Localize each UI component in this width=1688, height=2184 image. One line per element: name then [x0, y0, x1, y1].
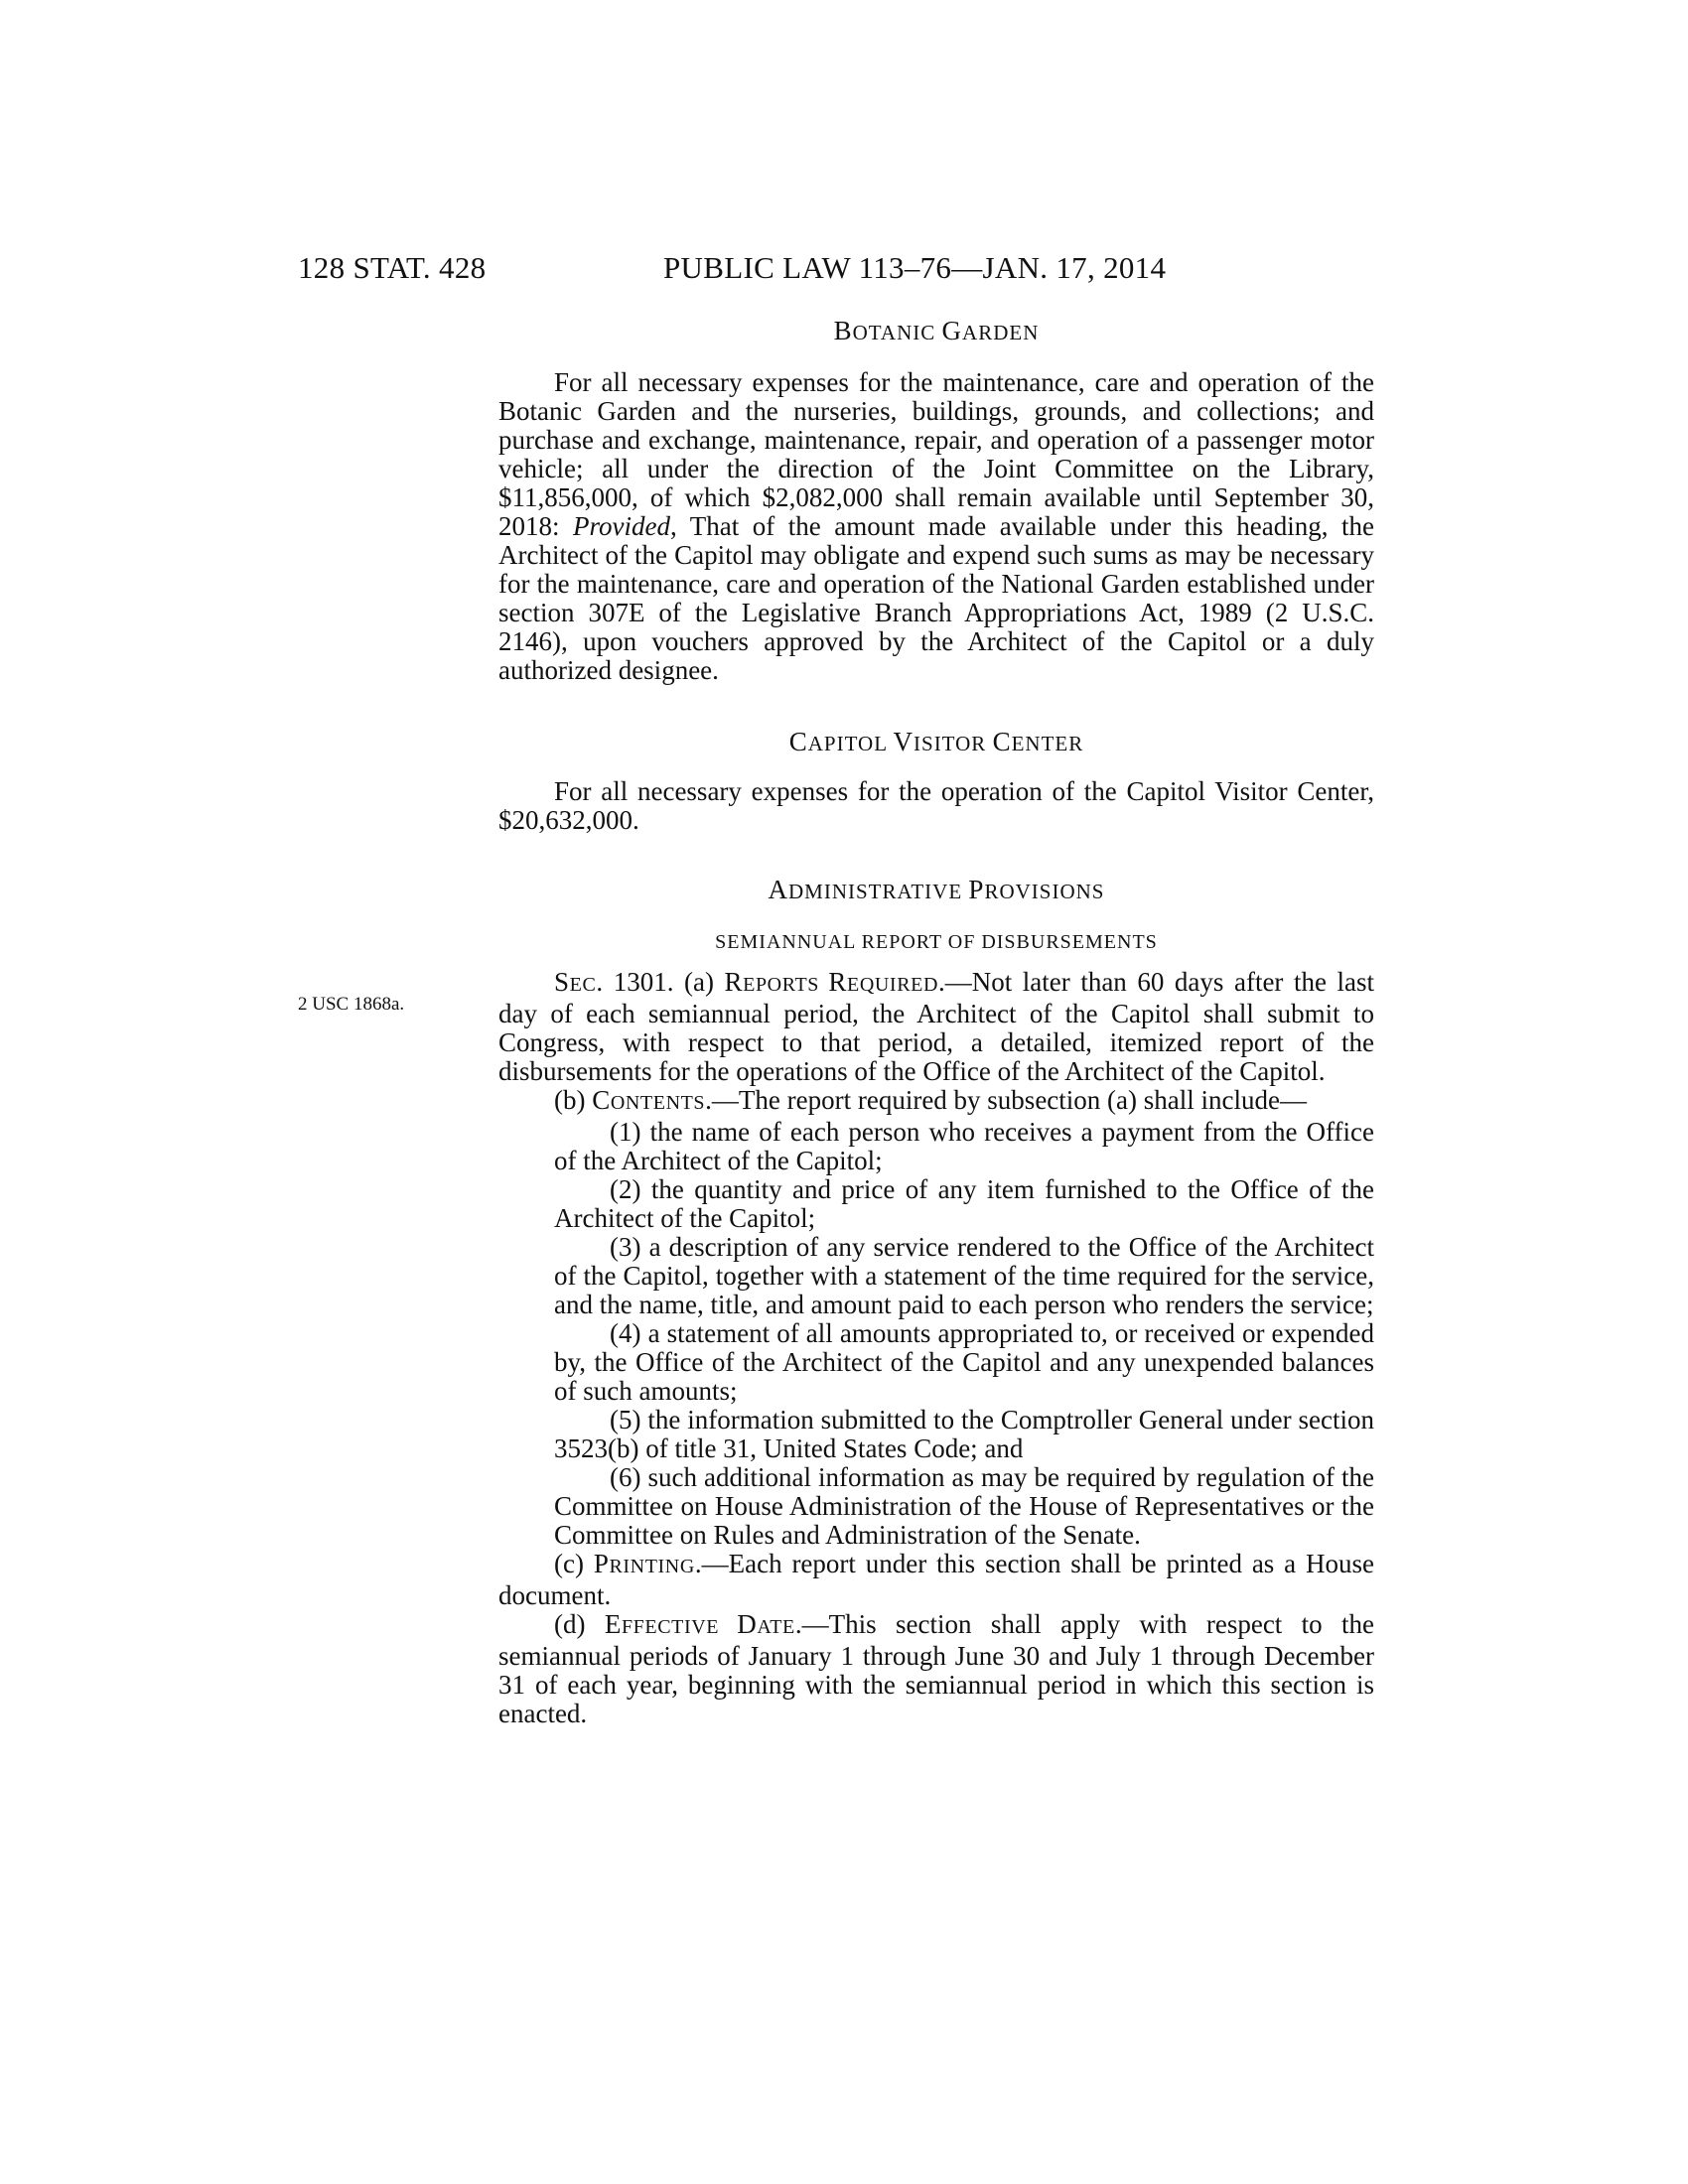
list-item: (3) a description of any service rendered to the Office of the Architect of the Capitol, together with a statement of the time required for the service, and the name, title, and amount paid to each person who renders the service; — [554, 1232, 1374, 1319]
running-header-law: PUBLIC LAW 113–76—JAN. 17, 2014 — [663, 250, 1167, 285]
heading-botanic-garden: BOTANIC GARDEN — [833, 316, 1040, 345]
list-item: (6) such additional information as may be required by regulation of the Committee on House Administration of the House of Representatives or the Committee on Rules and Administration of the Senate. — [554, 1462, 1374, 1550]
page-stat-citation: 128 STAT. 428 — [298, 250, 487, 285]
document-body — [498, 316, 1374, 1728]
section-1301-b: (b) CONTENTS.—The report required by subsection (a) shall include— — [554, 1085, 1307, 1115]
list-item: (4) a statement of all amounts appropriated to, or received or expended by, the Office of the Architect of the Capitol and any unexpended balances of such amounts; — [554, 1318, 1374, 1406]
list-item: (1) the name of each person who receives a payment from the Office of the Architect of the Capitol; — [554, 1117, 1374, 1175]
section-1301-d: (d) EFFECTIVE DATE.—This section shall apply with respect to the semiannual periods of January 1 through June 30 and July 1 through December 31 of each year, beginning with the semiannual period in which this section is enacted. — [498, 1609, 1375, 1728]
list-item: (2) the quantity and price of any item furnished to the Office of the Architect of the Capitol; — [554, 1174, 1374, 1233]
subheading-semiannual-report: SEMIANNUAL REPORT OF DISBURSEMENTS — [715, 931, 1158, 953]
margin-note-usc: 2 USC 1868a. — [298, 994, 405, 1015]
capitol-visitor-center-paragraph: For all necessary expenses for the operation of the Capitol Visitor Center, $20,632,000. — [498, 776, 1374, 835]
heading-administrative-provisions: ADMINISTRATIVE PROVISIONS — [768, 875, 1105, 904]
botanic-garden-paragraph: For all necessary expenses for the maintenance, care and operation of the Botanic Garden and the nurseries, buildings, grounds, and collections; and purchase and exchange, maintenance, repair, and operation of a passenger motor vehicle; all under the direction of the Joint Committee on the Library, $11,856,000, of which $2,082,000 shall remain available until September 30, 2018: Provided, That of the amount made available under this heading, the Architect of the Capitol may obligate and expend such sums as may be necessary for the maintenance, care and operation of the National Garden established under section 307E of the Legislative Branch Appropriations Act, 1989 (2 U.S.C. 2146), upon vouchers approved by the Architect of the Capitol or a duly authorized designee. — [498, 367, 1374, 685]
section-1301-a: SEC. 1301. (a) REPORTS REQUIRED.—Not later than 60 days after the last day of each semiannual period, the Architect of the Capitol shall submit to Congress, with respect to that period, a detailed, itemized report of the disbursements for the operations of the Office of the Architect of the Capitol. — [498, 967, 1375, 1086]
heading-capitol-visitor-center: CAPITOL VISITOR CENTER — [788, 727, 1084, 756]
list-item: (5) the information submitted to the Comptroller General under section 3523(b) of title 31, United States Code; and — [554, 1405, 1374, 1463]
section-1301-c: (c) PRINTING.—Each report under this section shall be printed as a House document. — [498, 1549, 1375, 1610]
